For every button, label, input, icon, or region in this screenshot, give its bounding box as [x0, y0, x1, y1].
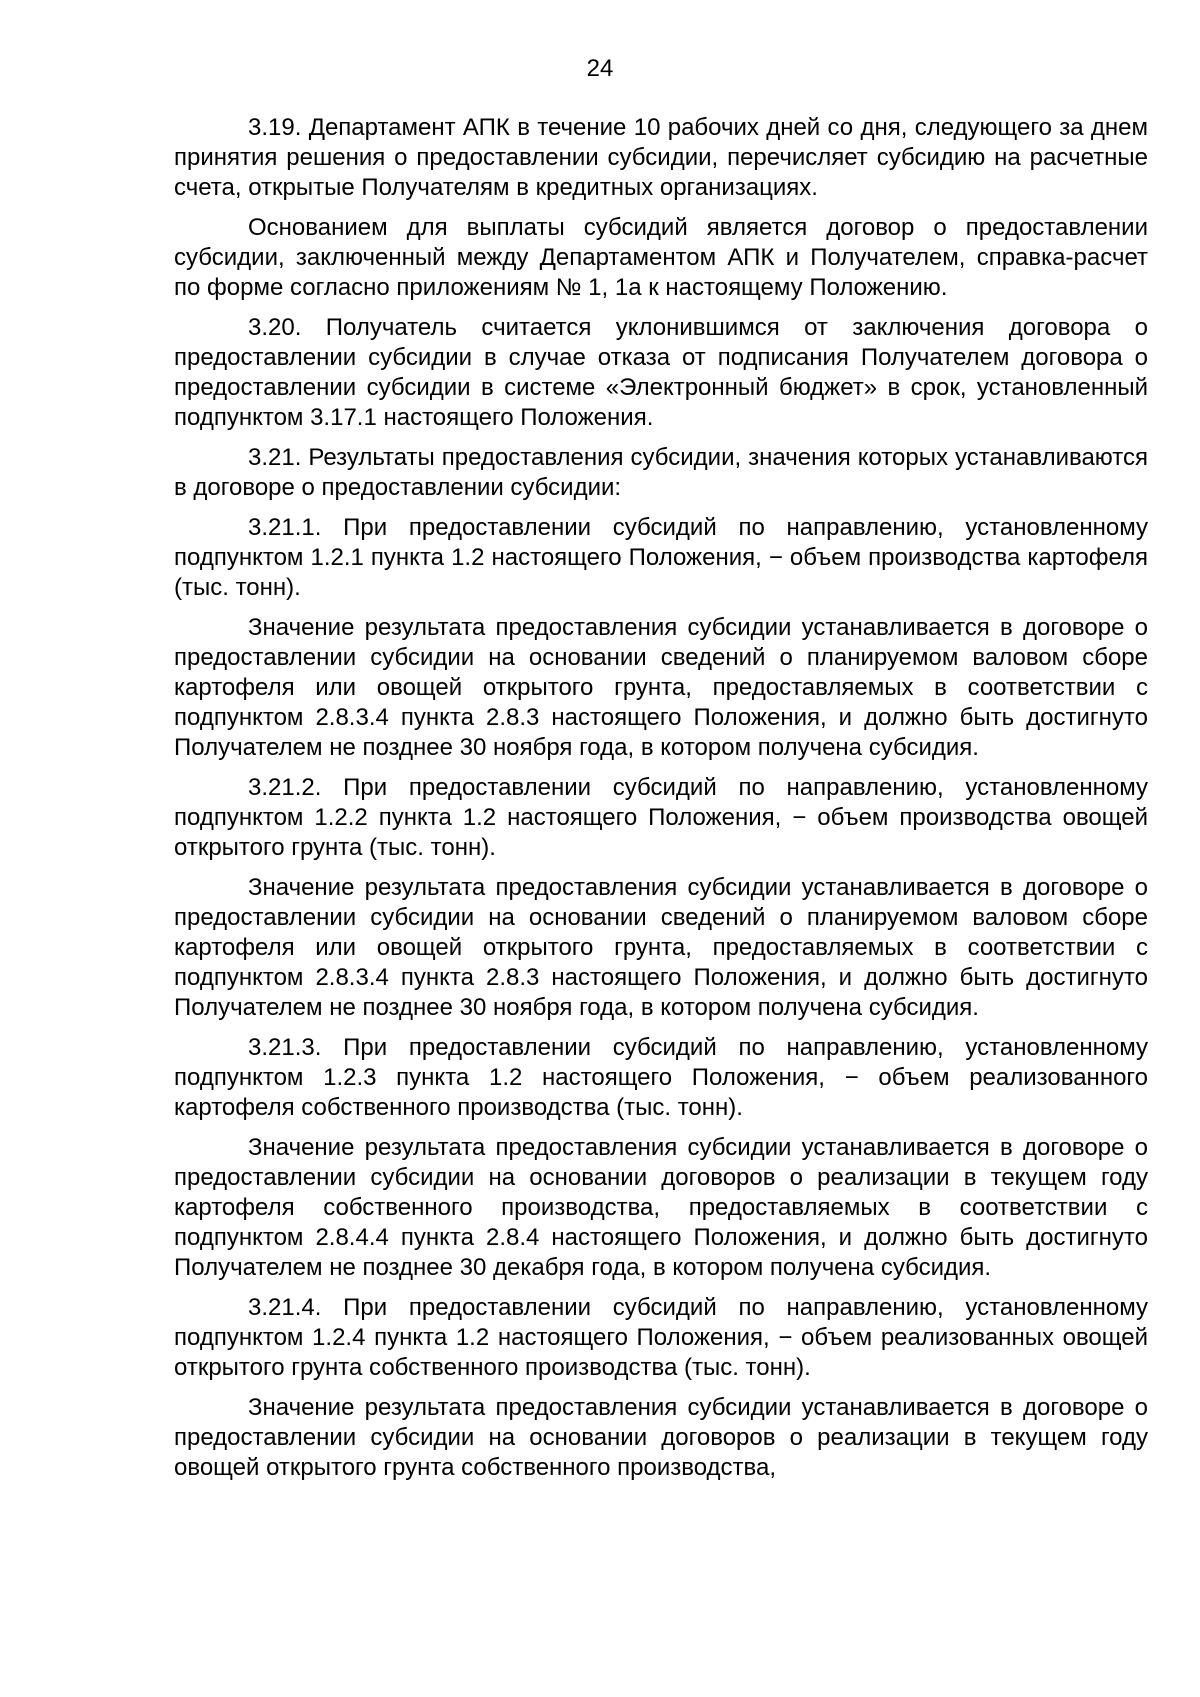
page-number: 24 — [586, 55, 614, 82]
paragraph-3-19: 3.19. Департамент АПК в течение 10 рабочих дней со дня, следующего за днем принятия решения о предоставлении субсидии, перечисляет субсидию на расчетные счета, открытые Получателям в кредитных организациях. — [174, 114, 1148, 201]
paragraph-3-21-4: 3.21.4. При предоставлении субсидий по направлению, установленному подпунктом 1.2.4 пункта 1.2 настоящего Положения, − объем реализованных овощей открытого грунта собственного производства (тыс. тонн). — [174, 1294, 1148, 1381]
paragraph-3-21-3: 3.21.3. При предоставлении субсидий по направлению, установленному подпунктом 1.2.3 пункта 1.2 настоящего Положения, − объем реализованного картофеля собственного производства (тыс. тонн). — [174, 1034, 1148, 1121]
paragraph-3-21-2: 3.21.2. При предоставлении субсидий по направлению, установленному подпунктом 1.2.2 пункта 1.2 настоящего Положения, − объем производства овощей открытого грунта (тыс. тонн). — [174, 774, 1148, 861]
paragraph-result-value-2: Значение результата предоставления субсидии устанавливается в договоре о предоставлении субсидии на основании сведений о планируемом валовом сборе картофеля или овощей открытого грунта, предоставляемых в соответствии с подпунктом 2.8.3.4 пункта 2.8.3 настоящего Положения, и должно быть достигнуто Получателем не позднее 30 ноября года, в котором получена субсидия. — [174, 874, 1148, 1021]
paragraph-result-value-4: Значение результата предоставления субсидии устанавливается в договоре о предоставлении субсидии на основании договоров о реализации в текущем году овощей открытого грунта собственного производства, — [174, 1394, 1148, 1481]
paragraph-3-20: 3.20. Получатель считается уклонившимся от заключения договора о предоставлении субсидии в случае отказа от подписания Получателем договора о предоставлении субсидии в системе «Электронный бюджет» в срок, установленный подпунктом 3.17.1 настоящего Положения. — [174, 314, 1148, 431]
paragraph-payment-basis: Основанием для выплаты субсидий является договор о предоставлении субсидии, заключенный между Департаментом АПК и Получателем, справка-расчет по форме согласно приложениям № 1, 1а к настоящему Положению. — [174, 214, 1148, 301]
paragraph-result-value-1: Значение результата предоставления субсидии устанавливается в договоре о предоставлении субсидии на основании сведений о планируемом валовом сборе картофеля или овощей открытого грунта, предоставляемых в соответствии с подпунктом 2.8.3.4 пункта 2.8.3 настоящего Положения, и должно быть достигнуто Получателем не позднее 30 ноября года, в котором получена субсидия. — [174, 614, 1148, 761]
paragraph-result-value-3: Значение результата предоставления субсидии устанавливается в договоре о предоставлении субсидии на основании договоров о реализации в текущем году картофеля собственного производства, предоставляемых в соответствии с подпунктом 2.8.4.4 пункта 2.8.4 настоящего Положения, и должно быть достигнуто Получателем не позднее 30 декабря года, в котором получена субсидия. — [174, 1134, 1148, 1281]
paragraph-3-21: 3.21. Результаты предоставления субсидии, значения которых устанавливаются в договоре о предоставлении субсидии: — [174, 444, 1148, 501]
paragraph-3-21-1: 3.21.1. При предоставлении субсидий по направлению, установленному подпунктом 1.2.1 пункта 1.2 настоящего Положения, − объем производства картофеля (тыс. тонн). — [174, 514, 1148, 601]
document-body — [174, 113, 1148, 1493]
